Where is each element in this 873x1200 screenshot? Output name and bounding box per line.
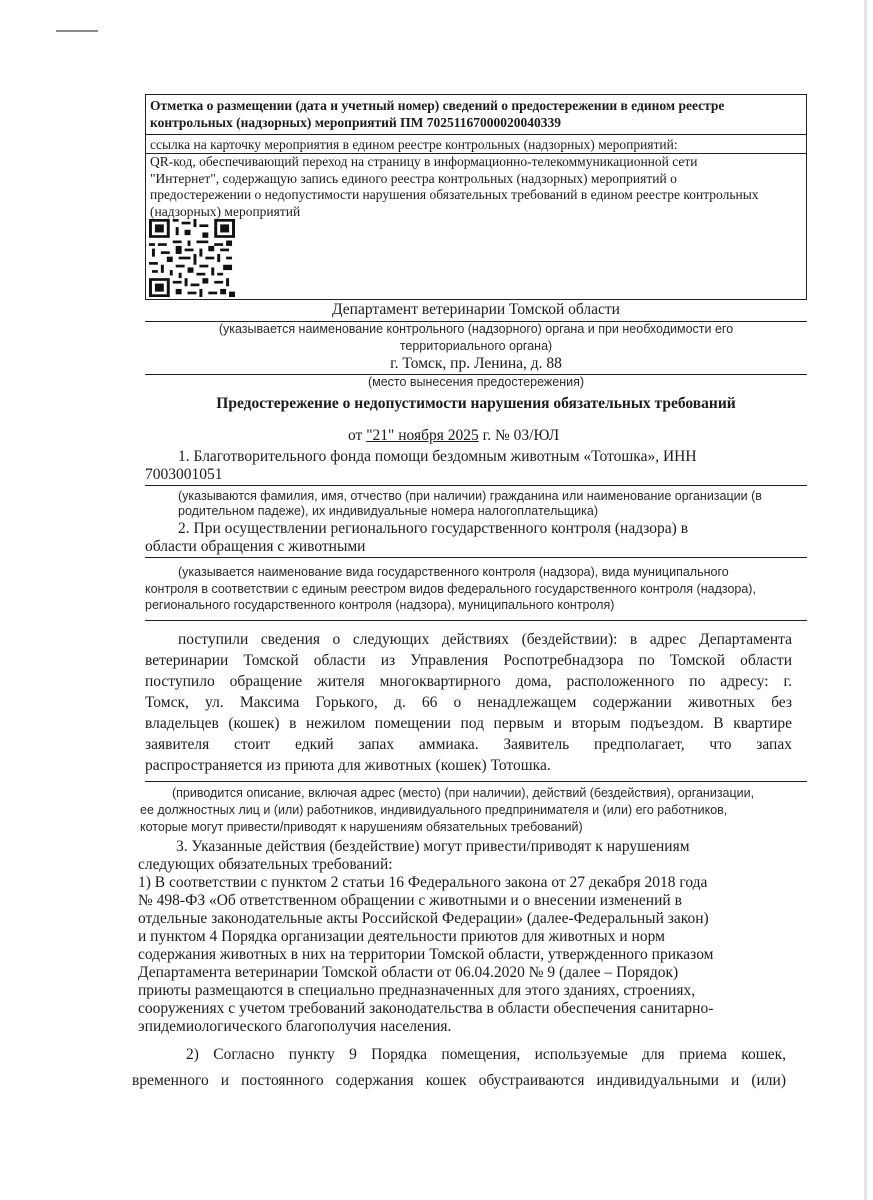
facts-line: ветеринарии Томской области из Управления Роспотребнадзора по Томской области	[145, 652, 792, 669]
section3-line: 2) Согласно пункту 9 Порядка помещения, используемые для приема кошек,	[186, 1046, 786, 1063]
authority-name: Департамент ветеринарии Томской области	[332, 301, 620, 318]
registry-box	[145, 94, 807, 300]
registry-link-label: ссылка на карточку мероприятия в едином реестре контрольных (надзорных) мероприятий:	[150, 137, 678, 152]
authority-note-line1: (указывается наименование контрольного (надзорного) органа и при необходимости его	[218, 322, 734, 336]
section3-line: отдельные законодательные акты Российской Федерации» (далее-Федеральный закон)	[138, 910, 709, 927]
qr-code-icon[interactable]	[149, 219, 235, 297]
section3-line: следующих обязательных требований:	[138, 856, 393, 873]
facts-line: поступило обращение жителя многоквартирного дома, расположенного по адресу: г.	[145, 673, 792, 690]
section1-note-line1: (указываются фамилия, имя, отчество (при наличии) гражданина или наименование организации (в	[178, 489, 762, 503]
section2-note-line: регионального государственного контроля (надзора), муниципального контроля)	[145, 598, 615, 612]
date-day: "21" ноября 2025	[366, 427, 479, 444]
section2-note-line: контроля в соответствии с единым реестром видов федерального государственного контроля (надзора),	[145, 582, 756, 596]
qr-description-line: (надзорных) мероприятий	[150, 203, 301, 219]
section1-inn: 7003001051	[145, 466, 223, 483]
scan-edge	[864, 0, 867, 1200]
section3-line: Департамента ветеринарии Томской области от 06.04.2020 № 9 (далее – Порядок)	[138, 964, 679, 981]
divider	[145, 557, 807, 558]
section3-line: сооружениях с учетом требований законодательства в области обеспечения санитарно-	[138, 1000, 714, 1017]
authority-note-line2: территориального органа)	[399, 339, 553, 353]
facts-line: владельцев (кошек) в нежилом помещении под первым и вторым подъездом. В квартире	[145, 715, 792, 732]
section3-line: 3. Указанные действия (бездействие) могут привести/приводят к нарушениям	[176, 838, 690, 855]
place-note: (место вынесения предостережения)	[367, 375, 585, 389]
qr-description-line: QR-код, обеспечивающий переход на страницу в информационно-телекоммуникационной сети	[150, 154, 698, 169]
section1-line1: 1. Благотворительного фонда помощи бездомным животным «Тотошка», ИНН	[178, 448, 697, 465]
section2-line2: области обращения с животными	[145, 538, 366, 555]
section3-line: и пунктом 4 Порядка организации деятельности приютов для животных и норм	[138, 928, 665, 945]
facts-line: поступили сведения о следующих действиях (бездействии): в адрес Департамента	[178, 631, 792, 648]
place: г. Томск, пр. Ленина, д. 88	[390, 355, 562, 372]
section2-line1: 2. При осуществлении регионального государственного контроля (надзора) в	[178, 520, 689, 537]
divider	[145, 485, 807, 486]
section3-line: эпидемиологического благополучия населения.	[138, 1018, 452, 1035]
qr-description-line: предостережении о недопустимости нарушения обязательных требований в едином реестре контрольных	[150, 187, 759, 202]
facts-line: Томск, ул. Максима Горького, д. 66 о ненадлежащем содержании животных без	[145, 694, 792, 711]
qr-description-line: "Интернет", содержащую запись единого реестра контрольных (надзорных) мероприятий о	[150, 170, 677, 186]
section3-line: приюты размещаются в специально предназначенных для этого зданиях, строениях,	[138, 982, 696, 999]
document-date	[348, 427, 559, 445]
facts-note-line: которые могут привести/приводят к нарушениям обязательных требований)	[140, 820, 583, 834]
section2-note-line: (указывается наименование вида государственного контроля (надзора), вида муниципального	[178, 565, 729, 579]
section3-line: временного и постоянного содержания кошек обустраиваются индивидуальными и (или)	[132, 1072, 786, 1089]
divider	[145, 620, 807, 621]
date-prefix: от	[348, 427, 363, 444]
date-suffix: г. № 03/ЮЛ	[482, 427, 560, 444]
registry-title-line2: контрольных (надзорных) мероприятий ПМ 70251167000020040339	[150, 115, 561, 130]
section3-line: № 498-ФЗ «Об ответственном обращении с животными и о внесении изменений в	[138, 892, 682, 909]
facts-note-line: ее должностных лиц и (или) работников, индивидуального предпринимателя и (или) его работников,	[140, 803, 728, 817]
qr-description	[146, 153, 806, 220]
page-mark	[56, 30, 98, 32]
facts-line: заявителя стоит едкий запах аммиака. Заявитель предполагает, что запах	[145, 736, 792, 753]
divider	[145, 781, 807, 782]
facts-note-line: (приводится описание, включая адрес (место) (при наличии), действий (бездействия), организации,	[172, 786, 755, 800]
document-title: Предостережение о недопустимости нарушения обязательных требований	[216, 395, 736, 412]
section3-line: 1) В соответствии с пунктом 2 статьи 16 Федерального закона от 27 декабря 2018 года	[138, 874, 708, 891]
facts-line: распространяется из приюта для животных (кошек) Тотошка.	[145, 757, 551, 774]
registry-title-line1: Отметка о размещении (дата и учетный номер) сведений о предостережении в едином реестре	[150, 98, 725, 113]
section1-note-line2: родительном падеже), их индивидуальные номера налогоплательщика)	[178, 504, 599, 518]
registry-box-title	[146, 95, 806, 135]
section3-line: содержания животных в них на территории Томской области, утвержденного приказом	[138, 946, 714, 963]
